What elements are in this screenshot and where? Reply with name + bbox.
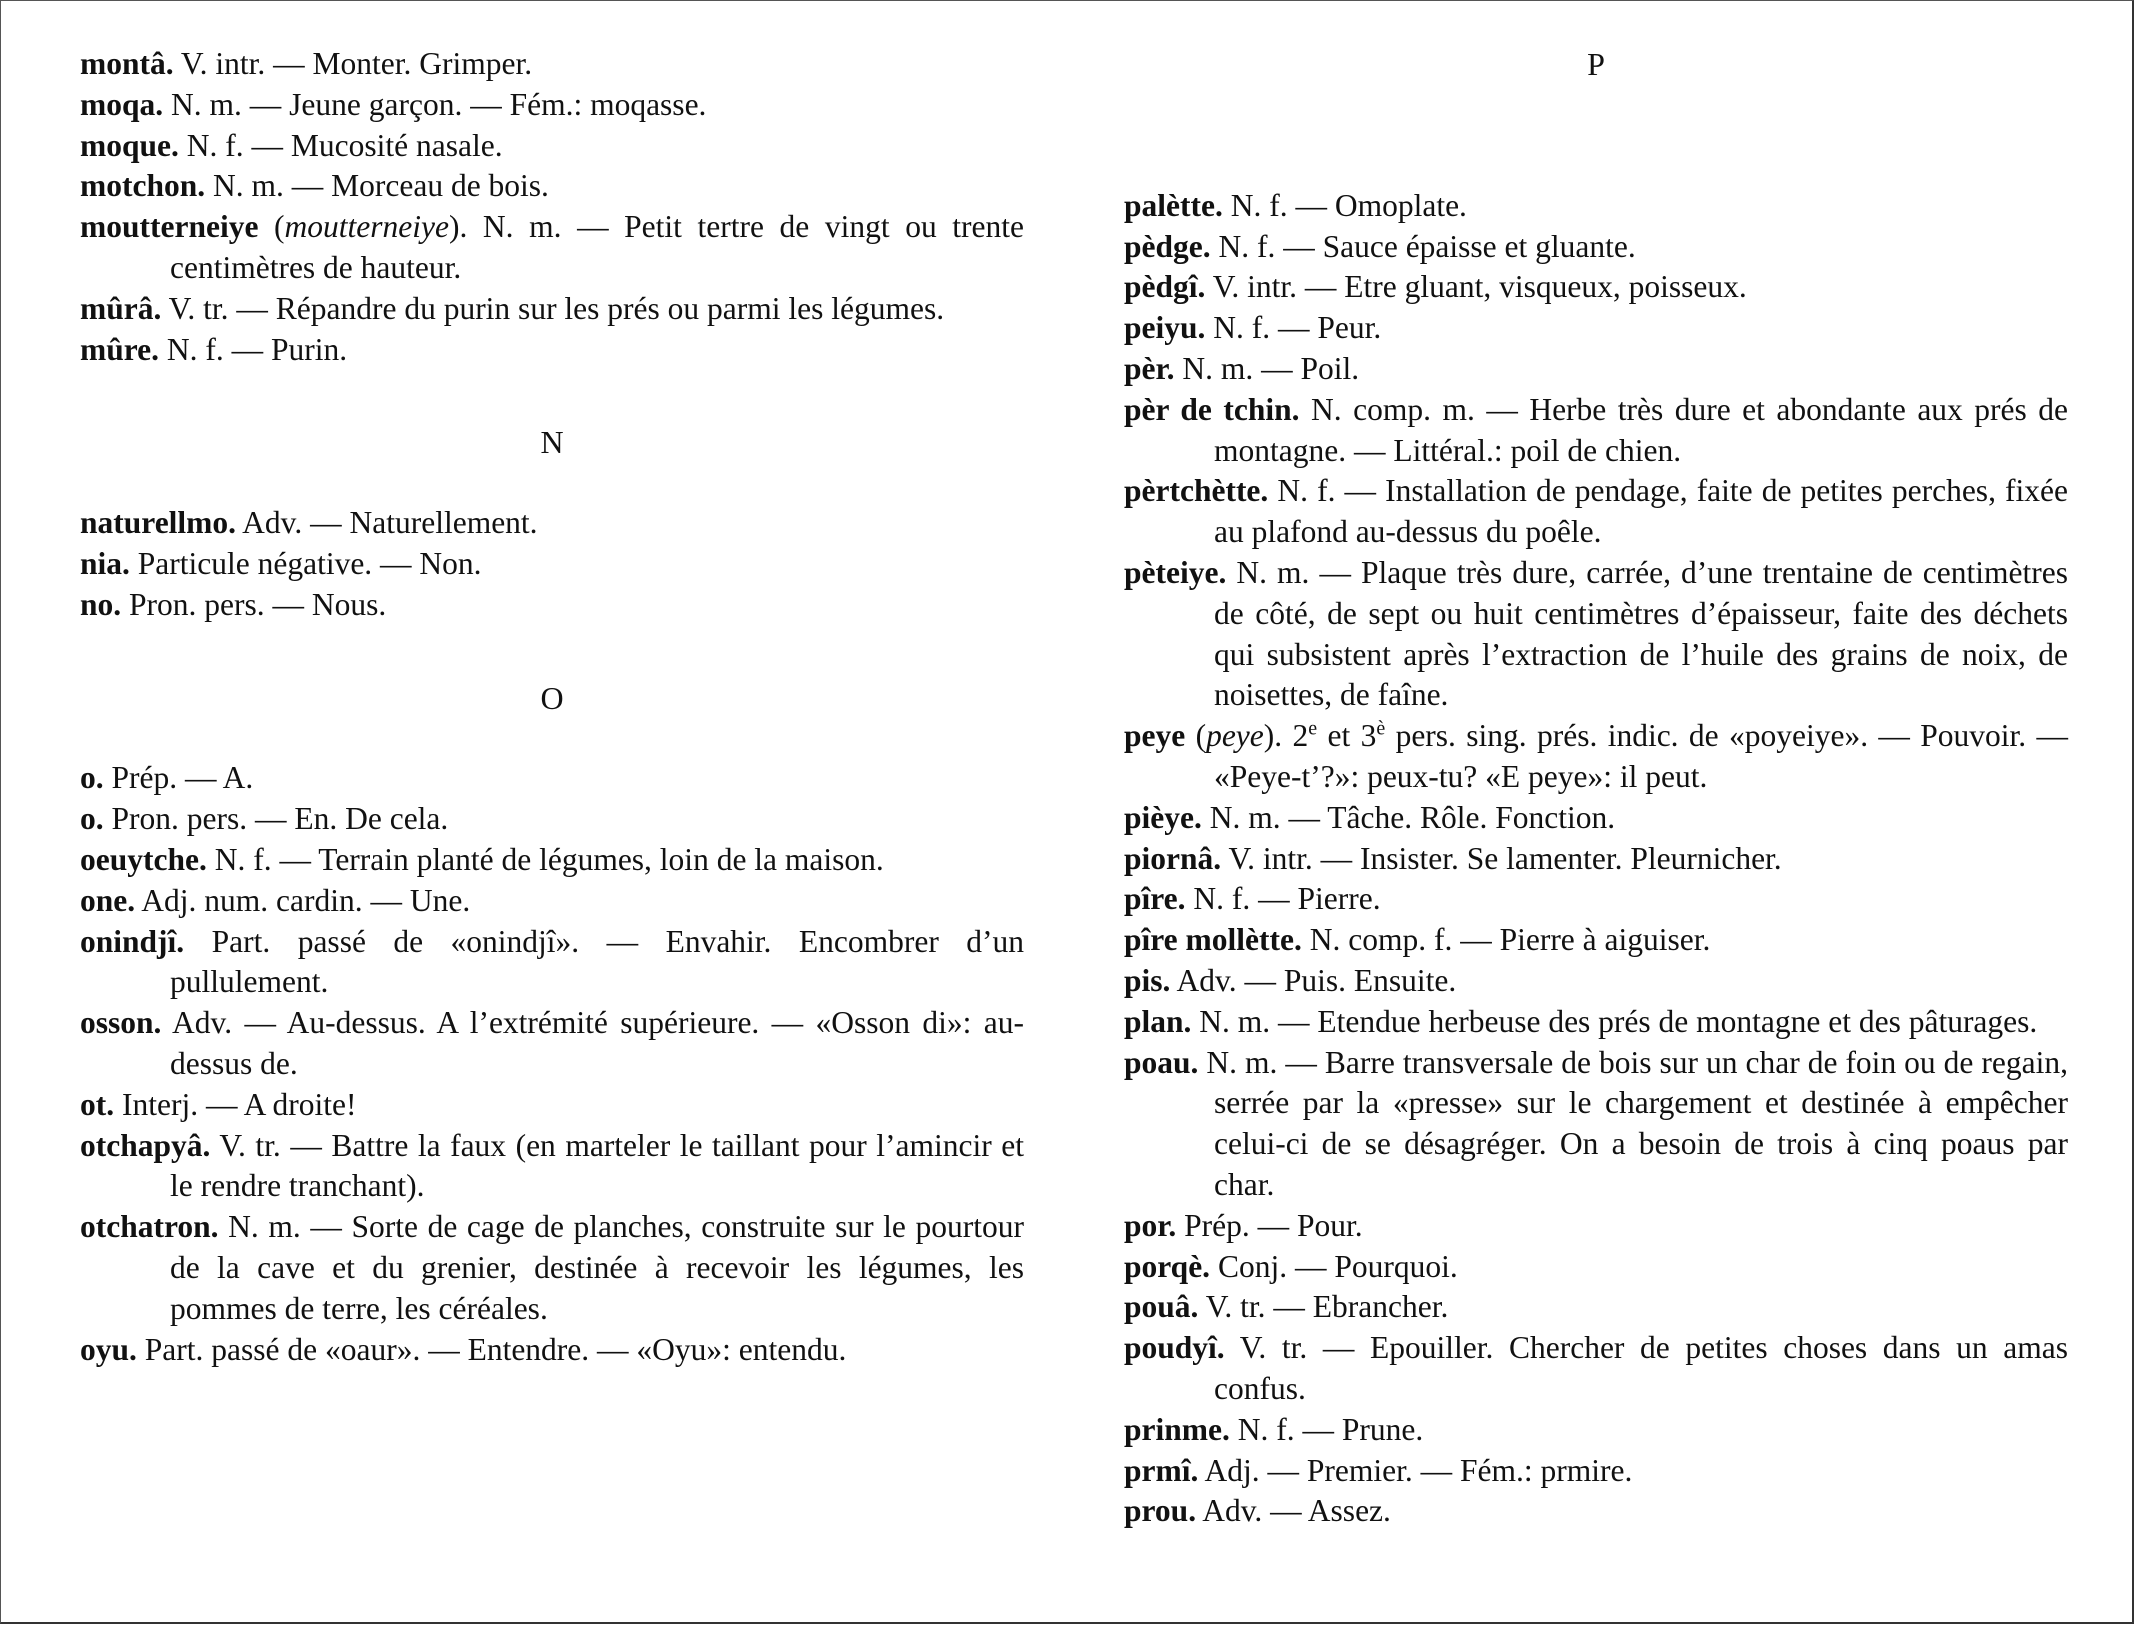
dictionary-entry — [1124, 1043, 2068, 1206]
dictionary-entry — [1124, 879, 2068, 920]
dictionary-entry — [80, 922, 1024, 1004]
variant-form: peye — [1206, 718, 1264, 754]
entry-text: N. f. — Installation de pendage, faite de petites perches, fixée au plafond au-dessus du poêle. — [1214, 473, 2068, 550]
entry-text: ( — [1185, 718, 1207, 754]
variant-form: moutterneiye — [284, 209, 449, 245]
entry-text: V. tr. — Ebrancher. — [1198, 1289, 1449, 1325]
dictionary-entry — [80, 503, 1024, 544]
headword: poudyî. — [1124, 1330, 1225, 1366]
entry-text: et 3 — [1317, 718, 1377, 754]
entry-text: N. comp. f. — Pierre à aiguiser. — [1301, 922, 1711, 958]
entry-text: ( — [258, 209, 285, 245]
entry-text: N. f. — Sauce épaisse et gluante. — [1210, 228, 1636, 264]
dictionary-entry — [80, 544, 1024, 585]
dictionary-entry — [1124, 227, 2068, 268]
headword: prou. — [1124, 1493, 1197, 1529]
headword: o. — [80, 760, 104, 796]
dictionary-entry — [80, 44, 1024, 85]
dictionary-entry — [80, 585, 1024, 626]
dictionary-entry — [1124, 471, 2068, 553]
dictionary-entry — [1124, 716, 2068, 798]
headword: plan. — [1124, 1003, 1192, 1039]
headword: montâ. — [80, 46, 174, 81]
headword: moutterneiye — [80, 209, 259, 245]
entry-text: N. f. — Terrain planté de légumes, loin de la maison. — [206, 841, 884, 877]
entry-text: N. f. — Omoplate. — [1222, 187, 1467, 223]
dictionary-entry — [1124, 267, 2068, 308]
superscript: è — [1376, 717, 1386, 740]
dictionary-entry — [80, 1207, 1024, 1329]
dictionary-entry — [80, 207, 1024, 289]
entry-text: pers. sing. prés. indic. de «poyeiye». — Pouvoir. — «Peye-t’?»: peux-tu? «E peye»: il peut. — [1214, 718, 2069, 794]
dictionary-entry — [1124, 1002, 2068, 1043]
headword: mûre. — [80, 331, 160, 367]
entry-text: N. m. — Plaque très dure, carrée, d’une trentaine de centimètres de côté, de sept ou huit centimètres d’épaisseur, faite des déchets qui subsistent après l’extraction de l’huile des grains de noix, de noisettes, de faîne. — [1214, 554, 2068, 713]
dictionary-entry — [1124, 1491, 2068, 1532]
dictionary-entry — [1124, 553, 2068, 716]
entry-text: V. tr. — Battre la faux (en marteler le taillant pour l’amincir et le rendre tranchant). — [170, 1127, 1024, 1204]
dictionary-entry — [80, 1085, 1024, 1126]
entry-text: N. f. — Prune. — [1229, 1411, 1424, 1447]
entry-text: V. tr. — Epouiller. Chercher de petites choses dans un amas confus. — [1214, 1330, 2068, 1406]
dictionary-entry — [1124, 1206, 2068, 1247]
headword: prinme. — [1124, 1411, 1230, 1447]
headword: pis. — [1124, 962, 1171, 998]
entry-text: N. f. — Peur. — [1205, 310, 1382, 346]
right-column — [1124, 44, 2068, 1532]
entry-text: Adv. — Puis. Ensuite. — [1170, 962, 1457, 998]
entry-text: Particule négative. — Non. — [129, 545, 482, 581]
entry-text: Adv. — Assez. — [1196, 1493, 1391, 1529]
headword: oeuytche. — [80, 841, 207, 877]
section-letter: O — [540, 679, 564, 716]
dictionary-entry — [80, 840, 1024, 881]
entry-text: V. tr. — Répandre du purin sur les prés ou parmi les légumes. — [161, 290, 945, 326]
dictionary-entry — [1124, 798, 2068, 839]
dictionary-entry — [1124, 390, 2068, 472]
headword: otchatron. — [80, 1209, 219, 1245]
dictionary-entry — [80, 758, 1024, 799]
entry-text: N. m. — Tâche. Rôle. Fonction. — [1201, 799, 1616, 835]
headword: pèr. — [1124, 350, 1175, 386]
headword: peiyu. — [1124, 310, 1206, 346]
entry-text: N. m. — Poil. — [1174, 350, 1360, 386]
entry-text: N. m. — Sorte de cage de planches, construite sur le pourtour de la cave et du grenier, destinée à recevoir les légumes, les pommes de terre, les céréales. — [170, 1209, 1024, 1326]
dictionary-entry — [80, 881, 1024, 922]
entry-text: Part. passé de «onindjî». — Envahir. Encombrer d’un pullulement. — [170, 923, 1024, 1000]
left-column — [80, 44, 1024, 1370]
headword: moqa. — [80, 86, 164, 122]
dictionary-entry — [1124, 839, 2068, 880]
dictionary-entry — [80, 166, 1024, 207]
entry-text: N. f. — Mucosité nasale. — [178, 127, 503, 163]
entry-text: V. intr. — Monter. Grimper. — [173, 46, 533, 81]
headword: motchon. — [80, 168, 206, 204]
entry-text: N. m. — Etendue herbeuse des prés de montagne et des pâturages. — [1191, 1003, 2038, 1039]
headword: pîre. — [1124, 881, 1186, 917]
headword: pèr de tchin. — [1124, 391, 1300, 427]
headword: moque. — [80, 127, 179, 163]
headword: ot. — [80, 1086, 115, 1122]
entry-text: Conj. — Pourquoi. — [1210, 1248, 1458, 1284]
entry-text: ). 2 — [1263, 718, 1309, 754]
dictionary-entry — [1124, 1410, 2068, 1451]
entry-text: N. f. — Pierre. — [1185, 881, 1381, 917]
entry-text: Adj. — Premier. — Fém.: prmire. — [1198, 1452, 1633, 1488]
entry-text: Prép. — Pour. — [1176, 1207, 1363, 1243]
headword: poau. — [1124, 1044, 1199, 1080]
entry-text: N. m. — Barre transversale de bois sur un char de foin ou de regain, serrée par la «presse» sur le chargement et destinée à empêcher celui-ci de se désagréger. On a besoin de trois à cinq poaus par char. — [1198, 1044, 2068, 1202]
headword: pèrtchètte. — [1124, 473, 1269, 509]
entry-text: Prép. — A. — [103, 760, 254, 796]
headword: por. — [1124, 1207, 1177, 1243]
entry-text: N. f. — Purin. — [159, 331, 348, 367]
headword: otchapyâ. — [80, 1127, 211, 1163]
superscript: e — [1308, 717, 1318, 740]
headword: one. — [80, 882, 136, 918]
headword: oyu. — [80, 1331, 137, 1367]
entry-text: N. m. — Morceau de bois. — [205, 168, 549, 204]
dictionary-entry — [1124, 186, 2068, 227]
entry-text: N. comp. m. — Herbe très dure et abondante aux prés de montagne. — Littéral.: poil de chien. — [1214, 391, 2068, 468]
headword: naturellmo. — [80, 505, 237, 541]
headword: pouâ. — [1124, 1289, 1199, 1325]
entry-text: V. intr. — Etre gluant, visqueux, poisseux. — [1205, 269, 1747, 305]
entry-text: Adv. — Au-dessus. A l’extrémité supérieure. — «Osson di»: au-dessus de. — [161, 1005, 1024, 1081]
dictionary-entry — [80, 85, 1024, 126]
headword: no. — [80, 586, 122, 622]
headword: pèdge. — [1124, 228, 1211, 264]
entry-text: Pron. pers. — En. De cela. — [103, 801, 449, 837]
headword: mûrâ. — [80, 290, 162, 326]
headword: piornâ. — [1124, 840, 1222, 876]
headword: peye — [1124, 718, 1186, 754]
dictionary-entry — [80, 330, 1024, 371]
dictionary-entry — [1124, 349, 2068, 390]
dictionary-entry — [1124, 1287, 2068, 1328]
entry-text: Adj. num. cardin. — Une. — [135, 882, 471, 918]
headword: prmî. — [1124, 1452, 1199, 1488]
entry-text: Part. passé de «oaur». — Entendre. — «Oyu»: entendu. — [136, 1331, 847, 1367]
dictionary-entry — [1124, 1451, 2068, 1492]
entry-text: N. m. — Jeune garçon. — Fém.: moqasse. — [163, 86, 707, 122]
dictionary-entry — [1124, 1328, 2068, 1410]
dictionary-entry — [80, 126, 1024, 167]
entry-text: Interj. — A droite! — [114, 1086, 357, 1122]
dictionary-entry — [1124, 920, 2068, 961]
headword: pèteiye. — [1124, 554, 1227, 590]
headword: o. — [80, 801, 104, 837]
headword: onindjî. — [80, 923, 185, 959]
headword: pèdgî. — [1124, 269, 1206, 305]
entry-text: Adv. — Naturellement. — [236, 505, 538, 541]
headword: pièye. — [1124, 799, 1202, 835]
dictionary-entry — [80, 1126, 1024, 1208]
dictionary-entry — [80, 1003, 1024, 1085]
headword: nia. — [80, 545, 130, 581]
headword: pîre mollètte. — [1124, 922, 1302, 958]
dictionary-entry — [80, 1330, 1024, 1371]
dictionary-entry — [1124, 1247, 2068, 1288]
dictionary-entry — [1124, 961, 2068, 1002]
dictionary-entry — [80, 799, 1024, 840]
dictionary-entry — [1124, 308, 2068, 349]
entry-text: ). N. m. — Petit tertre de vingt ou trente centimètres de hauteur. — [170, 209, 1024, 285]
section-letter: P — [1587, 46, 1605, 82]
section-letter: N — [540, 424, 564, 461]
dictionary-entry — [80, 289, 1024, 330]
headword: palètte. — [1124, 187, 1223, 223]
entry-text: Pron. pers. — Nous. — [121, 586, 387, 622]
headword: porqè. — [1124, 1248, 1211, 1284]
entry-text: V. intr. — Insister. Se lamenter. Pleurnicher. — [1221, 840, 1782, 876]
headword: osson. — [80, 1005, 162, 1041]
